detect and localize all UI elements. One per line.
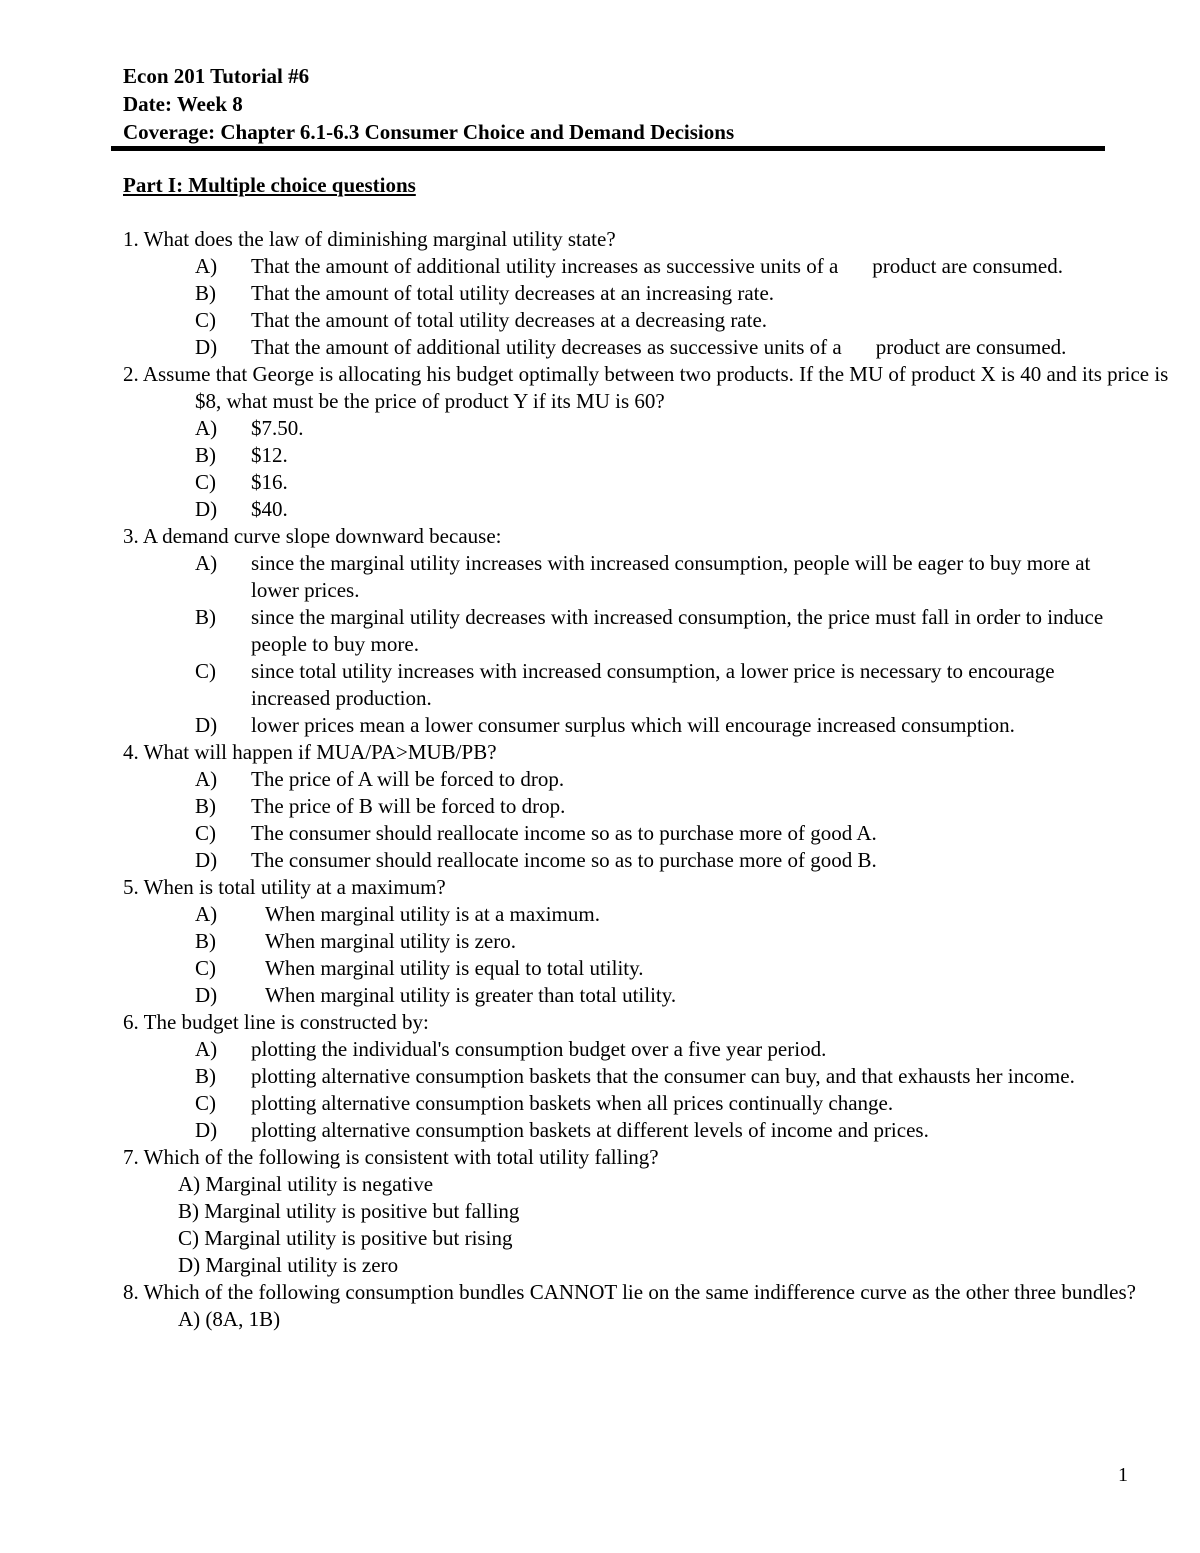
option-c [123,820,1123,847]
question-stem: 6. The budget line is constructed by: [123,1010,429,1034]
option-text: plotting alternative consumption baskets when all prices continually change. [251,1091,894,1115]
option-text: When marginal utility is equal to total utility. [265,956,644,980]
option-label: C) [195,956,216,980]
course-title: Econ 201 Tutorial #6 [123,64,310,88]
document-header [123,62,734,146]
option-text: The consumer should reallocate income so as to purchase more of good A. [251,821,877,845]
question-stem: 5. When is total utility at a maximum? [123,875,446,899]
option-label: A) [195,902,218,926]
option-b [123,1063,1123,1090]
date-line: Date: Week 8 [123,92,243,116]
question-7 [123,1144,1123,1279]
option-text: When marginal utility is at a maximum. [265,902,600,926]
option-label: B) [195,1064,216,1088]
option-a [123,253,1123,280]
option-label: D) [195,713,218,737]
option-text: The price of B will be forced to drop. [251,794,566,818]
option-text: since the marginal utility increases with increased consumption, people will be eager to buy more at lower prices. [251,551,1091,602]
option-label: A) [195,254,218,278]
question-2 [123,361,1169,523]
option-b [123,280,1123,307]
question-8 [123,1279,1136,1333]
option-text: since total utility increases with increased consumption, a lower price is necessary to encourage increased production. [251,659,1055,710]
option-label: A) [195,767,218,791]
option-label: A) [195,551,218,575]
option-text: That the amount of additional utility decreases as successive units of a product are consumed. [251,335,1067,359]
option-label: B) [195,929,216,953]
option-d [123,334,1123,361]
option-text: That the amount of total utility decreases at an increasing rate. [251,281,775,305]
option-d [123,712,1123,739]
question-5 [123,874,1123,1009]
option-d [123,1117,1123,1144]
option-label: C) [195,308,216,332]
option-label: A) [195,416,218,440]
option-b [123,604,1123,658]
option-label: A) [195,1037,218,1061]
question-stem: 2. Assume that George is allocating his budget optimally between two products. If the MU of product X is 40 and its price is $8, what must be the price of product Y if its MU is 60? [123,362,1169,413]
option-b [123,928,1123,955]
option-c: C) Marginal utility is positive but rising [178,1226,513,1250]
coverage-line: Coverage: Chapter 6.1-6.3 Consumer Choice and Demand Decisions [123,120,735,144]
option-text: lower prices mean a lower consumer surplus which will encourage increased consumption. [251,713,1015,737]
question-stem: 8. Which of the following consumption bundles CANNOT lie on the same indifference curve as the other three bundles? [123,1280,1136,1304]
option-label: B) [195,443,216,467]
option-label: D) [195,497,218,521]
option-b [123,442,1123,469]
option-a [123,766,1123,793]
option-text: $12. [251,443,288,467]
question-stem: 3. A demand curve slope downward because: [123,524,502,548]
option-label: C) [195,470,216,494]
option-label: B) [195,794,216,818]
option-c [123,469,1123,496]
question-3 [123,523,1123,739]
option-label: B) [195,281,216,305]
option-text: since the marginal utility decreases with increased consumption, the price must fall in order to induce people to buy more. [251,605,1104,656]
option-text: $7.50. [251,416,304,440]
option-text: The price of A will be forced to drop. [251,767,565,791]
question-4 [123,739,1123,874]
question-stem: 7. Which of the following is consistent with total utility falling? [123,1145,659,1169]
option-label: D) [195,335,218,359]
option-label: D) [195,983,218,1007]
option-label: D) [195,848,218,872]
option-a: A) Marginal utility is negative [178,1172,434,1196]
option-d [123,496,1123,523]
option-d [123,982,1123,1009]
option-b: B) Marginal utility is positive but falling [178,1199,520,1223]
option-label: C) [195,659,216,683]
option-label: D) [195,1118,218,1142]
option-c [123,658,1123,712]
question-stem: 4. What will happen if MUA/PA>MUB/PB? [123,740,497,764]
option-text: When marginal utility is greater than total utility. [265,983,677,1007]
option-a: A) (8A, 1B) [178,1307,281,1331]
option-text: That the amount of additional utility increases as successive units of a product are consumed. [251,254,1063,278]
option-a [123,1036,1123,1063]
page-number: 1 [1118,1464,1128,1486]
option-text: $40. [251,497,288,521]
option-c [123,307,1123,334]
option-a [123,550,1123,604]
question-stem: 1. What does the law of diminishing marginal utility state? [123,227,616,251]
option-a [123,901,1123,928]
option-a [123,415,1123,442]
option-text: plotting the individual's consumption budget over a five year period. [251,1037,827,1061]
option-text: That the amount of total utility decreases at a decreasing rate. [251,308,768,332]
option-c [123,955,1123,982]
option-label: C) [195,1091,216,1115]
option-label: B) [195,605,216,629]
question-6 [123,1009,1123,1144]
option-d [123,847,1123,874]
option-text: plotting alternative consumption baskets that the consumer can buy, and that exhausts her income. [251,1064,1075,1088]
option-text: plotting alternative consumption baskets at different levels of income and prices. [251,1118,929,1142]
option-text: $16. [251,470,288,494]
option-text: The consumer should reallocate income so as to purchase more of good B. [251,848,877,872]
part-title: Part I: Multiple choice questions [123,173,416,197]
option-b [123,793,1123,820]
option-text: When marginal utility is zero. [265,929,516,953]
option-d: D) Marginal utility is zero [178,1253,399,1277]
question-1 [123,226,1123,361]
question-list [123,226,1169,1333]
option-label: C) [195,821,216,845]
header-divider [111,146,1105,151]
option-c [123,1090,1123,1117]
